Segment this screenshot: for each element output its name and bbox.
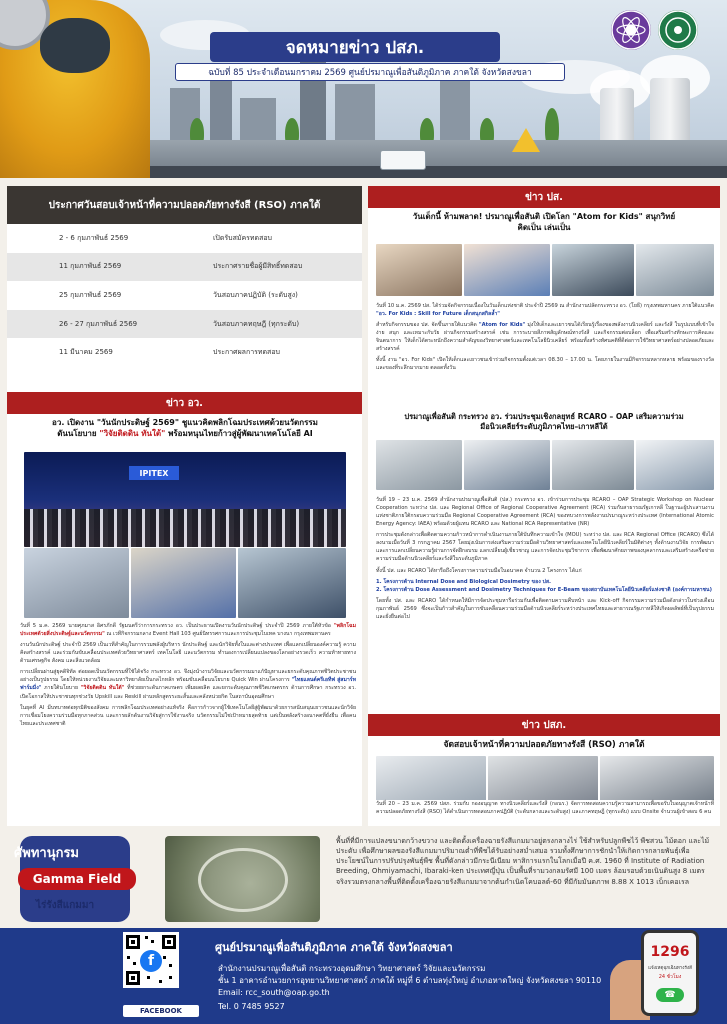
ow-headline-part: พร้อมหนุนไทยก้าวสู่ผู้พัฒนาเทคโนโลยี AI — [165, 428, 313, 438]
ow-text: ที่ช่วยยกระดับภาคเกษตร เพิ่มผลผลิต และยกระดับคุณภาพชีวิตเกษตรกร ด้านการศึกษา กระทรวง อว. เปิดโอกาสให้ประชาชนทุกช่วงวัย Upskill และ Reskill ผ่านหลักสูตรระยะสั้นและคลังหน่วยกิต ในสถาบันอุดมศึกษา — [20, 685, 356, 700]
ps-text: วันที่ 10 ม.ค. 2569 ปส. ได้ร่วมจัดกิจกรรมเนื่องในวันเด็กแห่งชาติ ประจำปี 2569 ณ สำนักงานปลัดกระทรวง อว. (โยธี) กรุงเทพมหานคร ภายใต้แนวคิด — [376, 303, 714, 309]
hotline-caption: แจ้งเหตุฉุกเฉินทางรังสี — [648, 966, 692, 971]
pss-rso-headline: จัดสอบเจ้าหน้าที่ความปลอดภัยทางรังสี (RSO) ภาคใต้ — [443, 740, 645, 750]
call-icon[interactable]: ☎ — [656, 988, 684, 1002]
ow-paragraph: งานวันนักประดิษฐ์ ประจำปี 2569 เป็นเวทีสำคัญในการรวมพลังผู้บริหาร นักประดิษฐ์ และนักวิจัยทั้งในและต่างประเทศ เพื่อแลกเปลี่ยนองค์ความรู้ ความคิดสร้างสรรค์ และร่วมกันขับเคลื่อนประเทศด้วยวิทยาศาสตร์ เทคโนโลยี และนวัตกรรม ทำนองการเปลี่ยนแปลงของโลกอย่างรวดเร็ว ความท้าทายทางด้านเศรษฐกิจ สังคม และสิ่งแวดล้อม — [20, 642, 356, 665]
ps-kids-headline-line2: คิดเป็น เล่นเป็น — [517, 222, 571, 232]
ps-rcaro-project: 2. โครงการด้าน Dose Assessment and Dosimetry Techniques for E-Beam ของสถาบันเทคโนโลยีนิวเคลียร์แห่งชาติ (องค์การมหาชน) — [376, 586, 712, 593]
glossary-description: พื้นที่ที่มีการแปลงขนาดกว้างขวาง และติดตั้งเครื่องฉายรังสีแกมมาอยู่ตรงกลางไร่ ใช้สำหรับปลูกพืชไว้ พืชสวน ไม้ดอก และไม้ประดับ เพื่อศึกษาผลของรังสีแกมมาปริมาณต่ำที่พืชได้รับอย่างสม่ำเสมอ รวมทั้งศึกษาการชักนำให้เกิดการกลายพันธุ์เพื่อประโยชน์ในการปรับปรุงพันธุ์พืช พื้นที่ดังกล่าวมีกระนีเนียม หาสิการแรกในโลกเมื่อปี ค.ศ. 1960 ที่ Institute of Radiation Breeding, Ohmiyamachi, Ibaraki-ken ประเทศญี่ปุ่น เป็นพื้นที่รามวงกลมรัศมี 100 เมตร ล้อมรอบด้วยเนินดินสูง 8 เมตร จริงรวมตรงกลางพื้นที่ติดตั้งเครื่องฉายรังสีแกมมาจากต้นกำเนิดโคบอลต์-60 ที่มีกัมมันตภาพ 8.88 X 1013 เบ็กเคอเรล — [336, 837, 710, 886]
ps-text-highlight: "อว. For Kids : Skill for Future เด็กสนุกสกิลล้ำ" — [376, 311, 501, 318]
event-photo — [131, 548, 236, 618]
group-photo-people — [24, 509, 346, 547]
ow-headline-policy: "วิจัยติดดิน ทันใต้" — [99, 428, 166, 438]
cooling-tower — [600, 88, 634, 148]
gamma-field-ring — [198, 848, 288, 912]
rso-event: วันสอบภาคปฏิบัติ (ระดับสูง) — [213, 290, 298, 299]
ps-kids-paragraph — [376, 321, 714, 353]
ps-rcaro-headline-line2: มือนิวเคลียร์ระดับภูมิภาคไทย–เกาหลีใต้ — [480, 422, 608, 432]
ow-text-highlight: "ไทยแลนด์ครีเอทีฟ สู่สมาร์ทฟาร์มมิ่ง" — [20, 677, 356, 692]
ow-text-highlight: "พลิกโฉมประเทศด้วยสิ่งประดิษฐ์และนวัตกรรม" — [20, 623, 356, 638]
footer-org-line: สำนักงานปรมาณูเพื่อสันติ กระทรวงอุดมศึกษา วิทยาศาสตร์ วิจัยและนวัตกรรม — [218, 964, 486, 973]
rso-date: 26 - 27 กุมภาพันธ์ 2569 — [59, 319, 138, 328]
kids-event-photo — [376, 244, 462, 296]
section-tag-pss: ข่าว ปสภ. — [368, 714, 720, 736]
ps-text-highlight: "Atom for Kids" — [478, 322, 526, 329]
hotline-number[interactable]: 1296 — [650, 944, 690, 960]
table-row — [7, 338, 362, 367]
building-decoration — [440, 78, 470, 148]
hazmat-worker-illustration — [0, 0, 150, 178]
ministry-logo — [658, 10, 698, 50]
ps-rcaro-project: 1. โครงการด้าน Internal Dose and Biological Dosimetry ของ ปส. — [376, 578, 551, 585]
ps-kids-headline-line1: วันเด็กนี้ ห้ามพลาด! ปรมาณูเพื่อสันติ เปิดโลก "Atom for Kids" สนุกวิทย์ — [412, 212, 676, 221]
kids-event-photo — [464, 244, 550, 296]
facebook-icon: f — [140, 950, 162, 972]
rcaro-meeting-photo — [464, 440, 550, 490]
ow-paragraph — [20, 668, 356, 700]
ps-rcaro-paragraph: วันที่ 19 – 23 ม.ค. 2569 สำนักงานปรมาณูเพื่อสันติ (ปส.) กระทรวง อว. เข้าร่วมการประชุม RCARO – OAP Strategic Workshop on Nuclear Cooperation ระหว่าง ปส. และ Regional Office of Regional Cooperative Agreement (RCA) ร่วมกับสาธารณรัฐเกาหลี ในฐานะผู้ประสานงานแห่งชาติภายใต้กรอบความร่วมมือ Regional Cooperative Agreement (RCA) ของทบวงการพลังงานปรมาณูระหว่างประเทศ (International Atomic Energy Agency: IAEA) พร้อมด้วยผู้แทน RCARO และ National RCA Representative (NR) — [376, 497, 714, 528]
event-photo — [238, 548, 346, 618]
hotline-hours: 24 ชั่วโมง — [658, 974, 682, 980]
rso-schedule-heading: ประกาศวันสอบเจ้าหน้าที่ความปลอดภัยทางรังสี (RSO) ภาคใต้ — [7, 186, 362, 224]
rso-event: วันสอบภาคทฤษฎี (ทุกระดับ) — [213, 319, 300, 328]
ps-kids-paragraph — [376, 302, 714, 318]
inventors-day-stage-photo — [24, 452, 346, 547]
ps-rcaro-paragraph: โดยทั้ง ปส. และ RCARO ได้กำหนดให้มีการจัดประชุมหารือร่วมกันเพื่อติดตามความคืบหน้า และ Kick-off กิจกรรมความร่วมมือดังกล่าวในช่วงเดือนกุมภาพันธ์ 2569 ซึ่งจะเป็นก้าวสำคัญในการขับเคลื่อนความร่วมมือด้านนิวเคลียร์ระหว่างประเทศไทยและสาธารณรัฐเกาหลีให้เกิดผลลัพธ์ที่เป็นรูปธรรมและยั่งยืนต่อไป — [376, 597, 714, 620]
table-row — [7, 281, 362, 310]
ow-headline-part: ดันนโยบาย — [57, 428, 100, 438]
kids-event-photo — [552, 244, 634, 296]
oap-logo — [611, 10, 651, 50]
pss-rso-paragraph: วันที่ 20 – 23 ม.ค. 2569 ปสภ. ร่วมกับ กองอนุญาต ทางนิวเคลียร์และรังสี (กอนร.) จัดการทดสอบความรู้ความสามารถเพื่อขอรับใบอนุญาตเจ้าหน้าที่ความปลอดภัยทางรังสี (RSO) ได้ดำเนินการทดสอบภาคปฏิบัติ (ระดับกลางและระดับสูง) และภาคทฤษฎี (ทุกระดับ) แบบ Onsite จำนวนผู้เข้าสอบ 6 คน — [376, 801, 714, 816]
rso-event: ประกาศรายชื่อผู้มีสิทธิ์ทดสอบ — [213, 262, 303, 271]
kids-event-photo — [636, 244, 714, 296]
rcaro-meeting-photo — [552, 440, 634, 490]
footer-email[interactable]: Email: rcc_south@oap.go.th — [218, 988, 330, 997]
gas-mask-icon — [40, 18, 110, 73]
footer-center-name: ศูนย์ปรมาณูเพื่อสันติภูมิภาค ภาคใต้ จังหวัดสงขลา — [215, 941, 453, 954]
pss-rso-paragraph-box — [376, 800, 714, 826]
ow-text: ณ เวทีกิจกรรมกลาง Event Hall 103 ศูนย์นิทรรศการและการประชุมไบเทค บางนา กรุงเทพมหานคร — [104, 631, 331, 638]
newsletter-subtitle: ฉบับที่ 85 ประจำเดือนมกราคม 2569 ศูนย์ปรมาณูเพื่อสันติภูมิภาค ภาคใต้ จังหวัดสงขลา — [175, 63, 565, 81]
ow-text: วันที่ 5 ม.ค. 2569 นายศุภมาส อิศรภักดี รัฐมนตรีว่าการกระทรวง อว. เป็นประธานเปิดงานวันนักประดิษฐ์ ประจำปี 2569 ภายใต้หัวข้อ — [20, 623, 334, 629]
rcaro-meeting-photo — [636, 440, 714, 490]
footer-address-line: ชั้น 1 อาคารอำนวยการอุทยานวิทยาศาสตร์ ภาคใต้ หมู่ที่ 6 ตำบลทุ่งใหญ่ อำเภอหาดใหญ่ จังหวัดสงขลา 90110 — [218, 976, 602, 985]
rso-schedule-table — [7, 224, 362, 367]
newsletter-title: จดหมายข่าว ปสภ. — [210, 32, 500, 62]
section-tag-ow: ข่าว อว. — [7, 392, 362, 414]
rso-date: 11 มีนาคม 2569 — [59, 348, 113, 357]
ps-rcaro-article-body — [376, 496, 714, 624]
ps-rcaro-paragraph: ทั้งนี้ ปส. และ RCARO ได้หารือถึงโครงการความร่วมมือในอนาคต จำนวน 2 โครงการ ได้แก่ — [376, 567, 582, 574]
glossary-term-thai: ไร่รังสีแกมมา — [36, 900, 95, 911]
table-row — [7, 224, 362, 253]
ow-paragraph: ในยุคที่ AI มีบทบาทต่อทุกมิติของสังคม การพลิกโฉมประเทศอย่างแท้จริง คือการก้าวจากผู้ใช้เทคโนโลยีสู่ผู้พัฒนาด้วยการสนับสนุนเยาวชนและนักวิจัย การเชื่อมโยงความร่วมมือทุกภาคส่วน และการผลักดันงานวิจัยสู่การใช้งานจริง นวัตกรรมไม่ใช่เป้าหมายสุดท้าย แต่เป็นพลังสร้างอนาคตที่ยั่งยืน เพื่อคนไทยและประเทศชาติ — [20, 704, 356, 727]
ow-text-highlight: "วิจัยติดดิน ทันใต้" — [80, 685, 125, 692]
glossary-term: Gamma Field — [18, 868, 136, 890]
ps-rcaro-headline-line1: ปรมาณูเพื่อสันติ กระทรวง อว. ร่วมประชุมเชิงกลยุทธ์ RCARO – OAP เสริมความร่วม — [404, 412, 684, 421]
ow-text: การเปลี่ยนผ่านสู่ยุคดิจิทัล ต่อยอดเป็นนวัตกรรมที่ใช้ได้จริง กระทรวง อว. จึงมุ่งนำงานวิจัยและนวัตกรรมมาแก้ปัญหาและยกระดับคุณภาพชีวิตประชาชนอย่างเป็นรูปธรรม โดยให้หน่วยงานวิจัยและมหาวิทยาลัยเป็นกลไกหลัก พร้อมขับเคลื่อนนโยบาย Quick Win ผ่านโครงการ — [20, 669, 356, 684]
ps-rcaro-headline — [376, 412, 712, 432]
ps-text: มุ่งให้เด็กและเยาวชนได้เรียนรู้เรื่องของพลังงานนิวเคลียร์ และรังสี ในรูปแบบที่เข้าใจง่าย สนุก และเหมาะกับวัย ผ่านกิจกรรมสร้างสรรค์ เช่น การระบายสีภาพสัญลักษณ์ทางรังสี และกิจกรรมต่อบล็อก เพื่อเสริมสร้างทักษะการคิดและจินตนาการ ให้เด็กได้ตระหนักถึงความสำคัญของวิทยาศาสตร์และเทคโนโลยีนิวเคลียร์ พร้อมทั้งสร้างทัศนคติที่ดีต่อการใช้วิทยาศาสตร์อย่างปลอดภัยและสร้างสรรค์ — [376, 322, 714, 353]
ambulance-icon — [380, 150, 426, 170]
rso-date: 2 - 6 กุมภาพันธ์ 2569 — [59, 233, 129, 242]
rso-event: เปิดรับสมัครทดสอบ — [213, 233, 272, 242]
radiation-warning-icon — [512, 128, 540, 152]
ps-text: สำหรับกิจกรรมของ ปส. จัดขึ้นภายใต้แนวคิด — [376, 322, 479, 329]
cooling-tower — [650, 78, 690, 148]
ps-kids-headline — [376, 212, 712, 234]
ow-headline-line2 — [14, 429, 356, 440]
ow-article-body — [20, 622, 356, 731]
rso-date: 25 กุมภาพันธ์ 2569 — [59, 290, 122, 299]
ps-kids-paragraph: ทั้งนี้ งาน "อว. For Kids" เปิดให้เด็กและเยาวชนเข้าร่วมกิจกรรมตั้งแต่เวลา 08.30 – 17.00 น. โดยภายในงานมีกิจกรรมหลากหลาย พร้อมของรางวัลและของที่ระลึกมากมาย ตลอดทั้งวัน — [376, 357, 714, 372]
table-row — [7, 253, 362, 282]
ow-headline — [14, 418, 356, 440]
table-row — [7, 310, 362, 339]
section-tag-ps: ข่าว ปส. — [368, 186, 720, 208]
event-photo — [24, 548, 129, 618]
ipitex-sign: IPITEX — [129, 466, 179, 480]
ow-paragraph — [20, 622, 356, 638]
glossary-heading: ศัพทานุกรม — [14, 846, 79, 861]
ps-kids-article-body — [376, 302, 714, 376]
footer-phone[interactable]: Tel. 0 7485 9527 — [218, 1002, 285, 1011]
facebook-label: FACEBOOK — [123, 1005, 199, 1017]
rso-date: 11 กุมภาพันธ์ 2569 — [59, 262, 122, 271]
ps-rcaro-paragraph: การประชุมดังกล่าวเพื่อติดตามความก้าวหน้าการดำเนินงานภายใต้บันทึกความเข้าใจ (MOU) ระหว่าง ปส. และ RCA Regional Office (RCARO) ซึ่งได้ลงนามเมื่อวันที่ 3 กรกฎาคม 2567 โดยมุ่งเน้นการส่งเสริมความร่วมมือด้านวิทยาศาสตร์และเทคโนโลยีนิวเคลียร์ในมิติต่างๆ ทั้งด้านงานวิจัย การพัฒนา และการแลกเปลี่ยนความรู้ผ่านการจัดฝึกอบรม แลกเปลี่ยนผู้เชี่ยวชาญ และการจัดประชุมวิชาการ เพื่อพัฒนาศักยภาพของบุคลากรและเสริมสร้างเครือข่ายความร่วมมือด้านนิวเคลียร์และรังสีในระดับภูมิภาค — [376, 532, 714, 563]
rso-event: ประกาศผลการทดสอบ — [213, 348, 280, 357]
ow-headline-line1: อว. เปิดงาน "วันนักประดิษฐ์ 2569" ชูแนวคิดพลิกโฉมประเทศด้วยนวัตกรรม — [52, 418, 318, 427]
ow-text: ภายใต้นโยบาย — [41, 685, 81, 692]
building-decoration — [335, 84, 375, 148]
rcaro-meeting-photo — [376, 440, 462, 490]
